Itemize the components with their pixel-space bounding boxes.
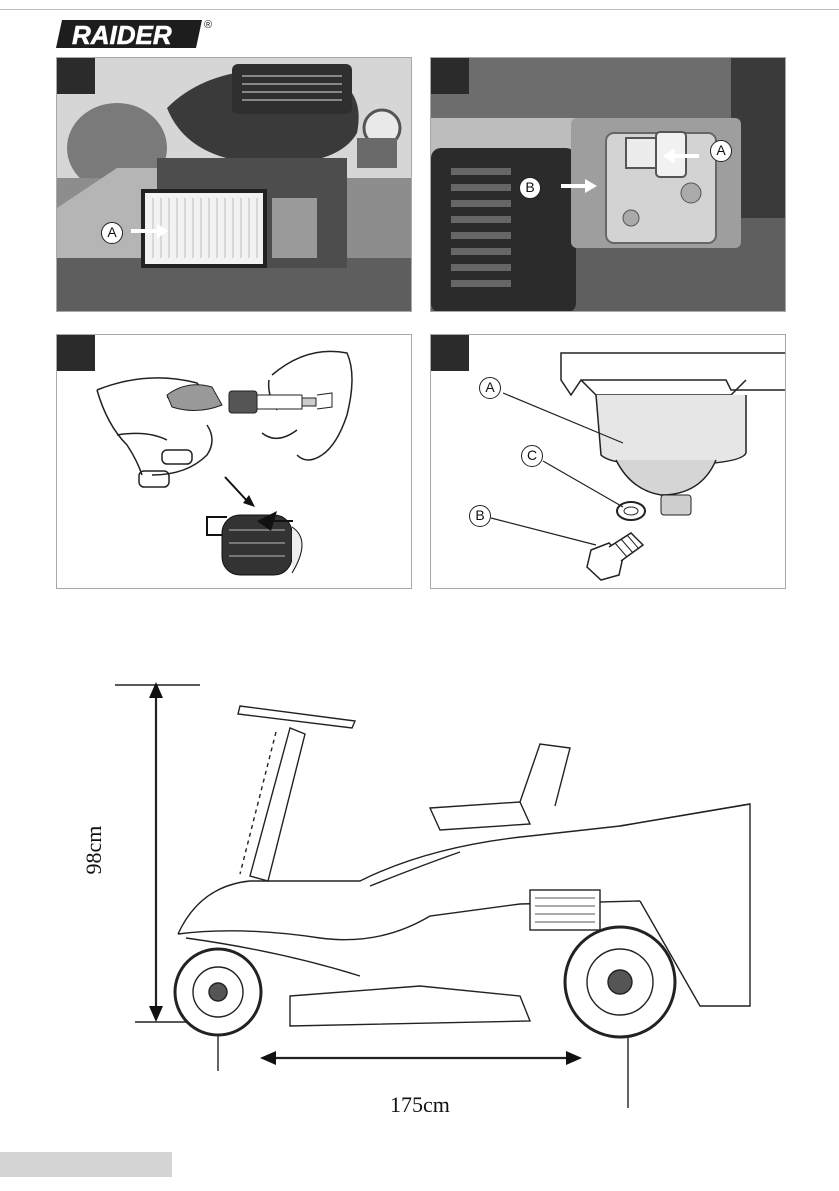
- oil-drain-drawing: [431, 335, 786, 589]
- logo-text: RAIDER: [72, 20, 172, 50]
- callout-a: A: [101, 222, 123, 244]
- panel-spark-plug: [56, 334, 412, 589]
- step-number-box: [431, 335, 469, 371]
- callout-c: C: [521, 445, 543, 467]
- callout-a: A: [479, 377, 501, 399]
- registered-mark: ®: [204, 19, 213, 31]
- fuel-valve-photo: [431, 58, 786, 312]
- length-dimension-label: 175cm: [390, 1092, 450, 1117]
- step-number-box: [57, 58, 95, 94]
- top-rule: [0, 9, 839, 10]
- step-number-box: [57, 335, 95, 371]
- footer-bar: [0, 1152, 172, 1177]
- panel-fuel-valve: [430, 57, 786, 312]
- raider-logo: [52, 14, 222, 54]
- panel-air-filter: [56, 57, 412, 312]
- panel-oil-drain: [430, 334, 786, 589]
- step-number-box: [431, 58, 469, 94]
- callout-b: B: [469, 505, 491, 527]
- callout-a: A: [710, 140, 732, 162]
- mower-dimension-drawing: [100, 676, 760, 1126]
- callout-b: B: [519, 177, 541, 199]
- spark-plug-drawing: [57, 335, 412, 589]
- air-filter-photo: [57, 58, 412, 312]
- height-dimension-label: 98cm: [81, 825, 106, 875]
